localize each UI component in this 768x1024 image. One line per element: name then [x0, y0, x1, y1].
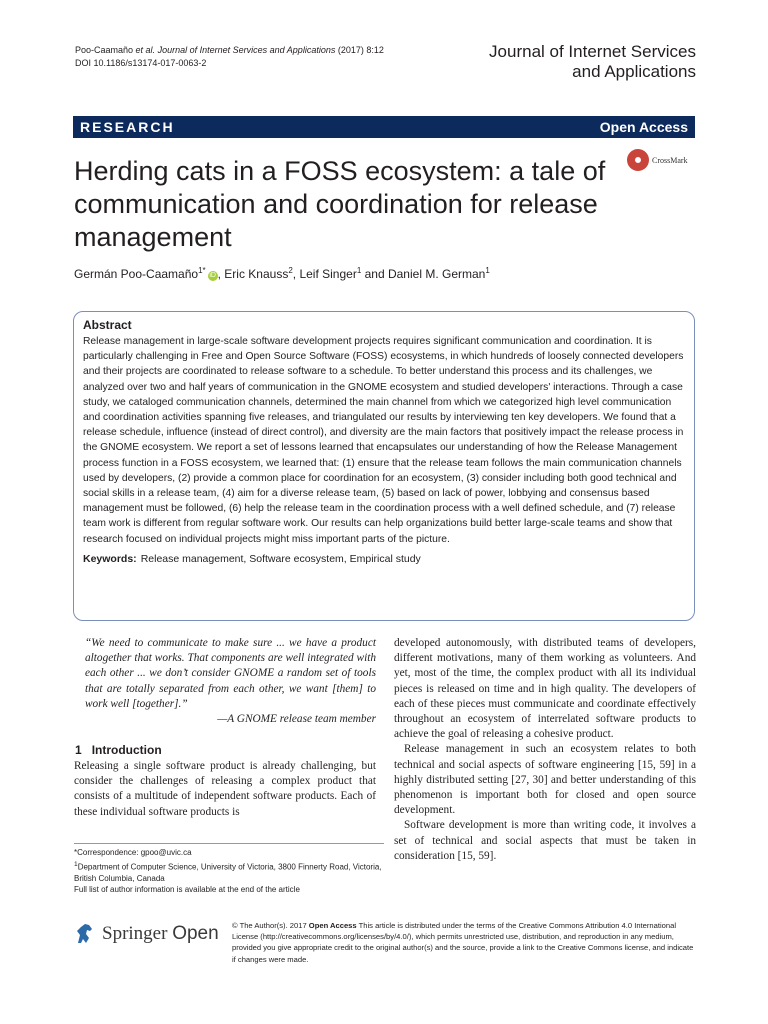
citation-journal: Journal of Internet Services and Applications: [155, 45, 336, 55]
abstract-box: [73, 311, 695, 621]
citation-authors: Poo-Caamaño: [75, 45, 136, 55]
publisher-name-text: Springer: [102, 923, 168, 944]
affiliation: [74, 859, 384, 885]
author-name: and Daniel M. German: [361, 267, 486, 281]
springer-horse-icon: [74, 922, 96, 946]
open-access-label: Open Access: [599, 119, 688, 135]
doi: DOI 10.1186/s13174-017-0063-2: [75, 58, 207, 68]
author-name: , Leif Singer: [292, 267, 357, 281]
article-type: RESEARCH: [80, 119, 175, 135]
keywords: [83, 553, 685, 565]
citation-etal: et al.: [135, 45, 156, 55]
affiliation-number: 1: [74, 860, 78, 868]
journal-name: [489, 42, 696, 82]
intro-left-text: Releasing a single software product is already challenging, but consider the challenges of releasing a complex product that consists of a multitude of independent software products. Each of these individual software products is: [74, 760, 376, 818]
citation-block: [75, 44, 384, 70]
paragraph: Release management in such an ecosystem relates to both technical and social aspects of software engineering [15, 59] in a highly distributed setting [27, 30] and better understanding of this phenomenon is important both for closed and open source development.: [394, 743, 696, 817]
crossmark-badge[interactable]: [627, 149, 688, 171]
journal-name-line2: and Applications: [572, 62, 696, 81]
author-affiliation: 1: [356, 266, 362, 275]
epigraph-text: “We need to communicate to make sure ... we have a product altogether that works. That components are well integrated with each other ... we don’t consider GNOME a random set of tools that are totally separated from each other, we want [them] to work well [together].”: [85, 637, 376, 710]
correspondence: *Correspondence: gpoo@uvic.ca: [74, 848, 192, 857]
license-copyright: © The Author(s). 2017: [232, 921, 309, 930]
epigraph-attribution: —A GNOME release team member: [217, 713, 376, 726]
license-open-access: Open Access: [308, 921, 357, 930]
footnotes: [74, 843, 384, 896]
publisher-name: [102, 923, 219, 945]
publisher-logo[interactable]: [74, 922, 219, 946]
affiliation-text: Department of Computer Science, University of Victoria, 3800 Finnerty Road, Victoria, British Columbia, Canada: [74, 862, 382, 883]
author-name: Germán Poo-Caamaño: [74, 267, 199, 281]
citation-year: (2017) 8:12: [335, 45, 384, 55]
citation-line: [75, 44, 384, 57]
license-text: [232, 920, 695, 965]
orcid-icon[interactable]: iD: [209, 272, 216, 279]
abstract-heading: Abstract: [83, 318, 132, 332]
abstract-text: Release management in large-scale software development projects requires significant communication and coordination. It is particularly challenging in Free and Open Source Software (FOSS) ecosystems, in which hundreds of loosely connected developers and their projects are coordinated to release software to a schedule. To better understand this process and its challenges, we analyzed over two and half years of communication in the GNOME ecosystem and studied developers' interactions. Through a case study, we cataloged communication channels, determined the main channel from which we categorized high level communication and coordination activities spanning five releases, and triangulated our results by interviewing ten key developers. We found that a release schedule, influence (instead of direct control), and diversity are the main factors that positively impact the release process in the GNOME ecosystem. We report a set of lessons learned that encapsulates our understanding of how the Release Management process function in a FOSS ecosystem, we learned that: (1) ensure that the release team follows the main communication channels used by developers, (2) provide a common place for coordination for an ecosystem, (3) consider including both good technical and social skills in a release team, (4) aim for a diverse release team, (5) based on lack of power, lobbying and consensus based management must be followed, (6) help the release team in the coordination process with a well defined schedule, and (7) release team work is different from regular software work. Our results can help organizations build better large-scale teams and show that research focused on individual projects might miss important parts of the picture.: [83, 336, 684, 545]
author-affiliation: 1: [485, 266, 490, 275]
section-title: Introduction: [91, 743, 162, 757]
paragraph: developed autonomously, with distributed teams of developers, different motivations, many of them working as volunteers. And yet, most of the time, the complex product with all its individual pieces is released on time and in high quality. The developers of each of these pieces must communicate and coordinate effectively throughout an ecosystem of interrelated software products to achieve the goal of releasing a cohesive product.: [394, 637, 696, 741]
author-name: , Eric Knauss: [217, 267, 289, 281]
intro-right-column: [394, 636, 696, 864]
crossmark-label: CrossMark: [652, 155, 688, 165]
author-affiliation: 1*: [198, 266, 206, 275]
section-number: 1: [75, 743, 82, 757]
author-info-note: Full list of author information is available at the end of the article: [74, 885, 300, 895]
article-type-bar: [73, 116, 695, 138]
keywords-label: Keywords:: [83, 552, 137, 565]
license-terms: This article is distributed under the terms of the Creative Commons Attribution 4.0 International License (http://creativecommons.org/licenses/by/4.0/), which permits unrestricted use, distribution, and reproduction in any medium, provided you give appropriate credit to the original author(s) and the source, provide a link to the Creative Commons license, and indicate if changes were made.: [232, 921, 694, 964]
article-title: Herding cats in a FOSS ecosystem: a tale of communication and coordination for release management: [74, 156, 606, 252]
paragraph: Software development is more than writing code, it involves a set of technical and social aspects that must be taken in consideration [15, 59].: [394, 819, 696, 862]
epigraph: [85, 636, 376, 727]
section-heading: [75, 743, 162, 757]
keywords-list: Release management, Software ecosystem, Empirical study: [140, 552, 421, 565]
publisher-suffix: Open: [172, 923, 219, 944]
crossmark-icon: [627, 149, 649, 171]
journal-name-line1: Journal of Internet Services: [489, 42, 696, 61]
author-list: [74, 266, 490, 281]
author-affiliation: 2: [288, 266, 293, 275]
